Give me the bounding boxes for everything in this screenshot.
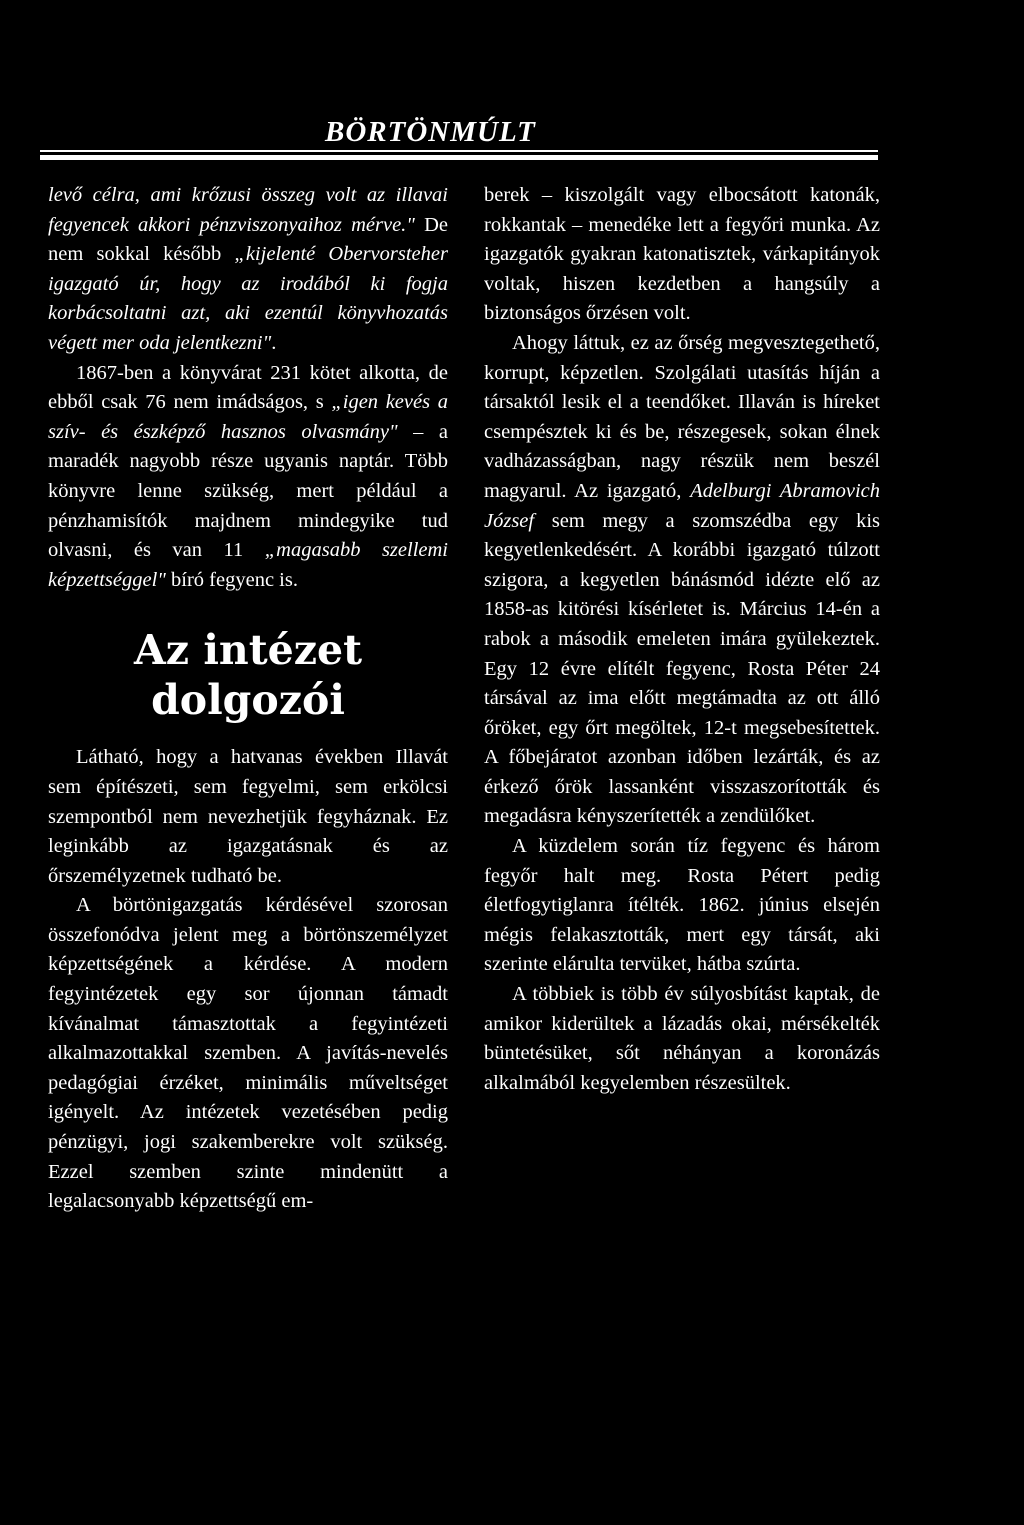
body-text: – a maradék nagyobb része ugyanis naptár. Több könyvre lenne szükség, mert például a pénzhamisítók majdnem mindegyike tud olvasni, és van 11 [48,420,448,562]
right-paragraph-4: A többiek is több év súlyosbítást kaptak, de amikor kiderültek a lázadás okai, mérsékelték büntetésüket, sőt néhányan a koronázás alkalmából kegyelemben részesültek. [484,983,880,1094]
body-text: De nem sokkal később [48,213,449,266]
section-heading-line-2: dolgozói [151,676,345,725]
body-text: 1867-ben a könyvárat 231 kötet alkotta, de ebből csak 76 nem imádságos, s [48,361,448,414]
right-paragraph-3: A küzdelem során tíz fegyenc és három fegyőr halt meg. Rosta Pétert pedig életfogytiglanra ítélték. 1862. június elsején mégis felakasztották, mert egy társát, aki szerinte elárulta tervüket, hátba szúrta. [484,835,880,976]
quote-text: „kijelenté Obervorsteher igazgató úr, hogy az irodából ki fogja korbácsoltatni azt, aki ezentúl könyvhozatás végett mer oda jelentkezni" [48,243,448,354]
left-paragraph-3: Látható, hogy a hatvanas években Illavát sem építészeti, sem fegyelmi, sem erkölcsi szempontból nem nevezhetjük fegyháznak. Ez leginkább az igazgatásnak és az őrszemélyzetnek tudható be. [48,746,448,887]
left-column [48,181,448,1217]
quote-text: levő célra, ami krőzusi összeg volt az illavai fegyencek akkori pénzviszonyaihoz mérve." [48,184,448,236]
body-text: bíró fegyenc is. [165,568,298,591]
section-heading [48,625,448,725]
running-head: BÖRTÖNMÚLT [325,116,536,148]
right-column [484,181,880,1098]
right-paragraph-1: berek – kiszolgált vagy elbocsátott katonák, rokkantak – menedéke lett a fegyőri munka. Az igazgatók gyakran katonatisztek, várkapitányok voltak, hiszen kezdetben a hangsúly a biztonságos őrzésen volt. [484,184,880,325]
section-heading-line-1: Az intézet [133,626,363,675]
header-rule-thin [40,150,878,152]
left-paragraph-4: A börtönigazgatás kérdésével szorosan összefonódva jelent meg a börtönszemélyzet képzettségének a kérdése. A modern fegyintézetek egy sor újonnan támadt kívánalmat támasztottak a fegyintézeti alkalmazottakkal szemben. A javítás-nevelés pedagógiai érzéket, minimális műveltséget igényelt. Az intézetek vezetésében pedig pénzügyi, jogi szakemberekre volt szükség. Ezzel szemben szinte mindenütt a legalacsonyabb képzettségű em- [48,894,448,1213]
left-paragraph-2 [48,359,448,596]
body-text: sem megy a szomszédba egy kis kegyetlenkedésért. A korábbi igazgató túlzott szigora, a kegyetlen bánásmód idézte elő az 1858-as kitörési kísérletet is. Március 14-én a rabok a második emeleten imára gyülekeztek. Egy 12 évre elítélt fegyenc, Rosta Péter 24 társával az ima előtt megtámadta az ott álló őröket, egy őrt megöltek, 12-t megsebesítettek. A főbejáratot azonban időben lezárták, és az érkező őrök lassanként visszaszorították és megadásra kényszerítették a zendülőket. [484,509,880,828]
right-paragraph-2 [484,329,880,832]
header-rule-thick [40,155,878,160]
body-text: . [271,331,277,354]
left-paragraph-1 [48,181,448,359]
person-name: Adelburgi Abramovich József [484,479,880,532]
quote-text: „magasabb szellemi képzettséggel" [48,539,448,591]
quote-text: „igen kevés a szív- és észképző hasznos olvasmány" [48,391,448,443]
body-text: Ahogy láttuk, ez az őrség megvesztegethető, korrupt, képzetlen. Szolgálati utasítás híján a társaktól lesik el a teendőket. Illaván is híreket csempésztek ki és be, részegesek, sokan élnek vadházasságban, nagy részük nem beszél magyarul. Az igazgató, [484,331,880,502]
